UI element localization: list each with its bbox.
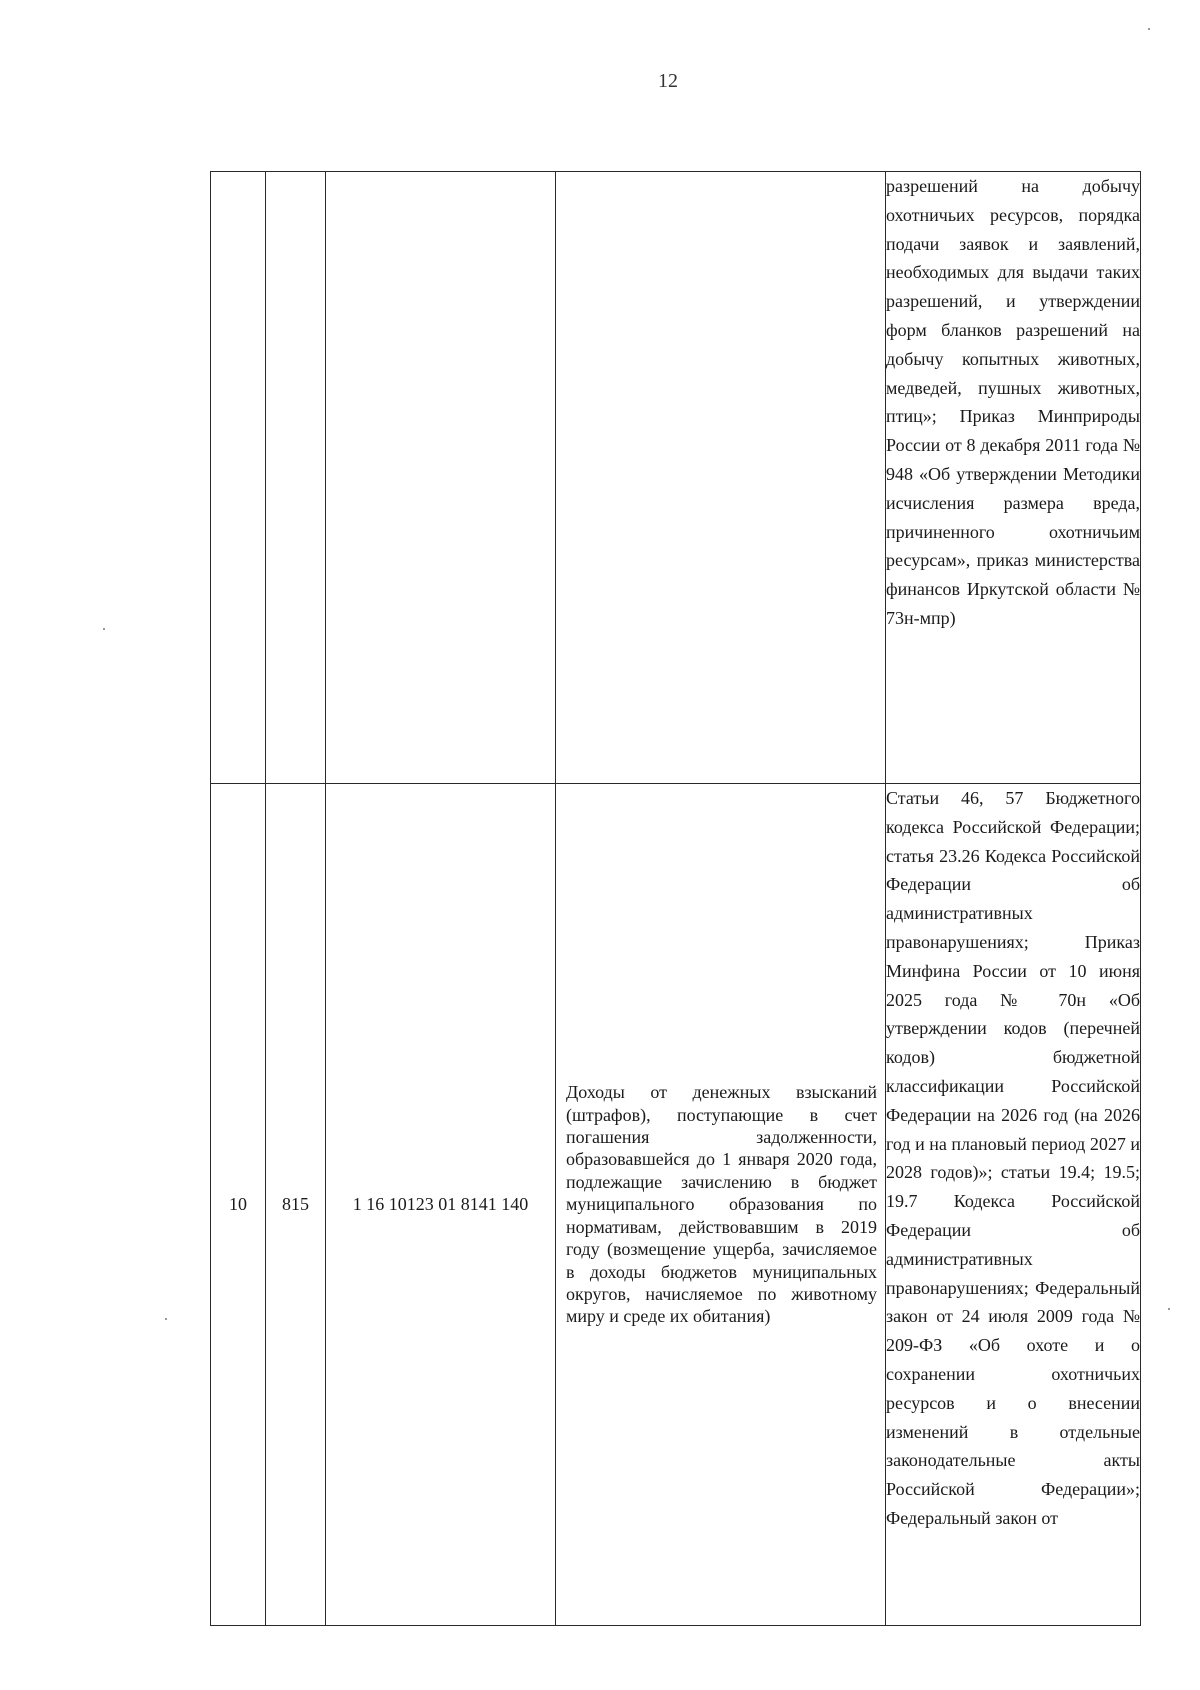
- row-number-cell: [211, 172, 266, 784]
- admin-code-cell: [266, 172, 326, 784]
- kbk-code-cell: 1 16 10123 01 8141 140: [326, 784, 556, 1626]
- admin-code-cell: 815: [266, 784, 326, 1626]
- scan-speck: [165, 1318, 167, 1320]
- table-row: [211, 172, 1141, 784]
- table-row: [211, 784, 1141, 1626]
- scan-speck: [1148, 28, 1150, 30]
- scan-speck: [103, 628, 105, 630]
- row-number-cell: 10: [211, 784, 266, 1626]
- kbk-code-cell: [326, 172, 556, 784]
- income-codes-table: [210, 171, 1141, 1626]
- legal-basis-cell: разрешений на добычу охотничьих ресурсов, порядка подачи заявок и заявлений, необходимых для выдачи таких разрешений, и утверждении форм бланков разрешений на добычу копытных животных, медведей, пушных животных, птиц»; Приказ Минприроды России от 8 декабря 2011 года № 948 «Об утверждении Методики исчисления размера вреда, причиненного охотничьим ресурсам», приказ министерства финансов Иркутской области № 73н-мпр): [886, 172, 1141, 784]
- page-number: 12: [658, 70, 678, 92]
- scan-speck: [1168, 1308, 1170, 1310]
- legal-basis-cell: Статьи 46, 57 Бюджетного кодекса Российской Федерации; статья 23.26 Кодекса Российской Федерации об административных правонарушениях; Приказ Минфина России от 10 июня 2025 года № 70н «Об утверждении кодов (перечней кодов) бюджетной классификации Российской Федерации на 2026 год (на 2026 год и на плановый период 2027 и 2028 годов)»; статьи 19.4; 19.5; 19.7 Кодекса Российской Федерации об административных правонарушениях; Федеральный закон от 24 июля 2009 года № 209-ФЗ «Об охоте и о сохранении охотничьих ресурсов и о внесении изменений в отдельные законодательные акты Российской Федерации»; Федеральный закон от: [886, 784, 1141, 1626]
- description-cell: Доходы от денежных взысканий (штрафов), поступающие в счет погашения задолженности, образовавшейся до 1 января 2020 года, подлежащие зачислению в бюджет муниципального образования по нормативам, действовавшим в 2019 году (возмещение ущерба, зачисляемое в доходы бюджетов муниципальных округов, начисляемое по животному миру и среде их обитания): [556, 784, 886, 1626]
- description-cell: [556, 172, 886, 784]
